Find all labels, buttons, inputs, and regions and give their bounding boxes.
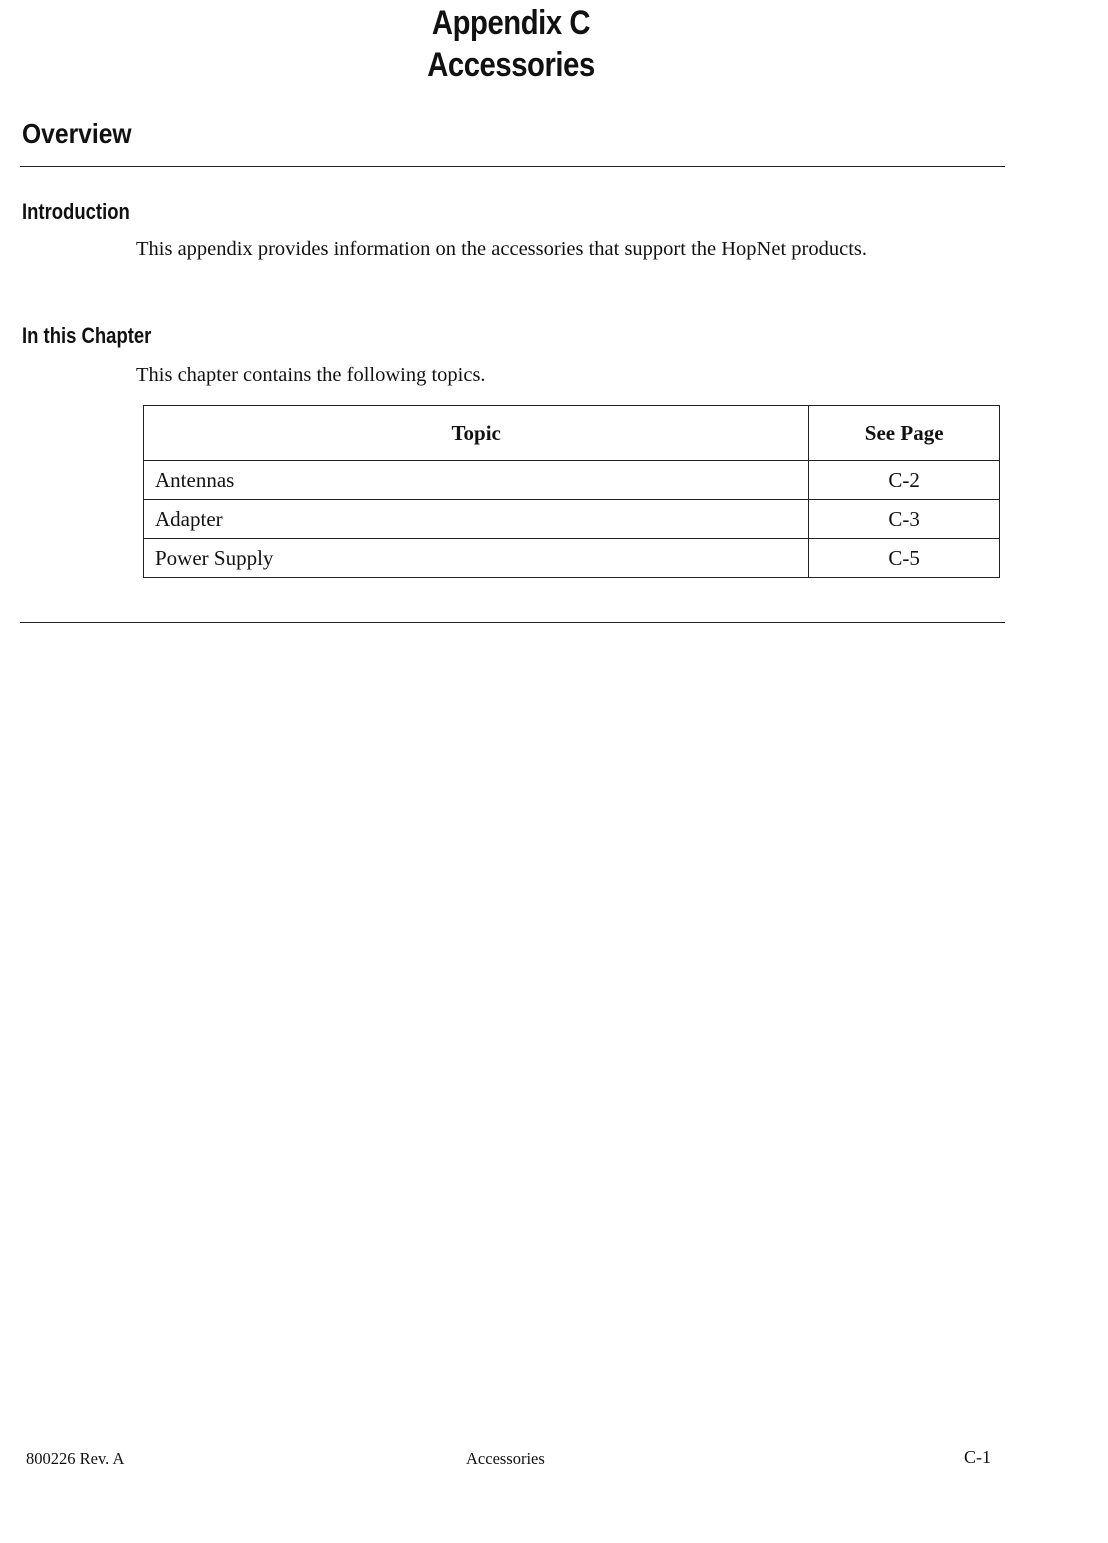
table-row (144, 461, 1000, 500)
appendix-title-block (0, 2, 1022, 86)
introduction-heading: Introduction (22, 199, 130, 224)
top-divider (20, 166, 1005, 167)
footer-page-number: C-1 (964, 1447, 991, 1467)
appendix-subtitle: Accessories (427, 46, 595, 84)
page-cell: C-3 (809, 500, 1000, 539)
appendix-title: Appendix C (431, 4, 591, 42)
page-cell: C-2 (809, 461, 1000, 500)
topic-cell: Adapter (144, 500, 809, 539)
topic-cell: Antennas (144, 461, 809, 500)
see-page-column-header: See Page (809, 406, 1000, 461)
topics-table (143, 405, 1000, 578)
table-row (144, 539, 1000, 578)
footer-chapter-name: Accessories (466, 1449, 545, 1468)
bottom-divider (20, 622, 1005, 623)
footer-document-number: 800226 Rev. A (26, 1449, 125, 1468)
page-cell: C-5 (809, 539, 1000, 578)
table-row (144, 500, 1000, 539)
section-title: Overview (22, 118, 132, 149)
table-header-row (144, 406, 1000, 461)
introduction-text: This appendix provides information on the accessories that support the HopNet products. (136, 238, 868, 260)
topic-cell: Power Supply (144, 539, 809, 578)
in-this-chapter-heading: In this Chapter (22, 323, 152, 348)
in-this-chapter-text: This chapter contains the following topics. (136, 364, 486, 386)
topic-column-header: Topic (144, 406, 809, 461)
